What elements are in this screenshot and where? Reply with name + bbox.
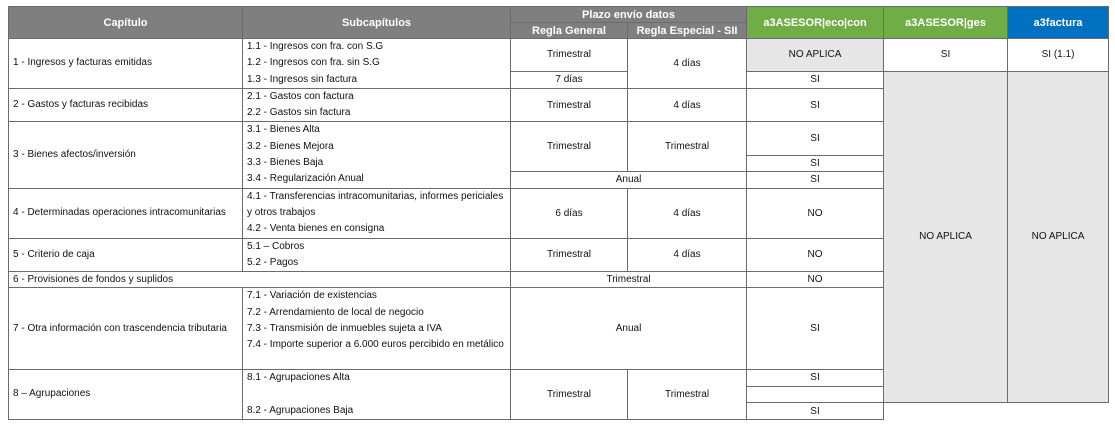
chapter-1: 1 - Ingresos y facturas emitidas [9, 39, 243, 89]
subchapter-2-1: 2.1 - Gastos con factura [247, 90, 354, 102]
subchapter-3-3: 3.3 - Bienes Baja [247, 157, 324, 169]
general-1: Trimestral [511, 39, 628, 72]
subchapter-8-2: 8.2 - Agrupaciones Baja [247, 404, 354, 416]
ges-1: SI [884, 39, 1008, 72]
header-a3factura: a3factura [1008, 7, 1109, 39]
header-regla-general: Regla General [511, 23, 628, 39]
chapter-2: 2 - Gastos y facturas recibidas [9, 88, 243, 122]
subchapters-3 [243, 122, 511, 188]
a3factura-1: SI (1.1) [1008, 39, 1109, 72]
a3factura-merged: NO APLICA [1008, 71, 1109, 403]
plazo-6: Trimestral [511, 272, 747, 288]
general-3: Trimestral [511, 122, 628, 172]
subchapters-1 [243, 39, 511, 89]
general-2: Trimestral [511, 88, 628, 122]
subchapters-7 [243, 288, 511, 369]
subchapter-4-2: 4.2 - Venta bienes en consigna [247, 223, 385, 235]
subchapter-1-1: 1.1 - Ingresos con fra. con S.G [247, 41, 384, 52]
eco-8-b: SI [747, 403, 884, 420]
subchapter-7-2: 7.2 - Arrendamiento de local de negocio [247, 306, 424, 318]
header-plazo: Plazo envío datos [511, 7, 747, 23]
eco-2: SI [747, 88, 884, 122]
chapter-5: 5 - Criterio de caja [9, 238, 243, 272]
subchapter-7-4: 7.4 - Importe superior a 6.000 euros percibido en metálico [247, 339, 504, 351]
subchapters-5 [243, 238, 511, 272]
subchapter-4-1: 4.1 - Transferencias intracomunitarias, informes periciales y otros trabajos [247, 190, 504, 218]
general-1-3: 7 días [511, 71, 628, 88]
subchapter-2-2: 2.2 - Gastos sin factura [247, 107, 351, 119]
subchapter-5-2: 5.2 - Pagos [247, 256, 299, 268]
subchapter-1-2: 1.2 - Ingresos con fra. sin S.G [247, 57, 380, 69]
header-capitulo: Capítulo [9, 7, 243, 39]
chapter-7: 7 - Otra información con trascendencia tributaria [9, 288, 243, 369]
header-eco: a3ASESOR|eco|con [747, 7, 884, 39]
especial-8: Trimestral [628, 369, 747, 419]
especial-3: Trimestral [628, 122, 747, 172]
subchapter-3-1: 3.1 - Bienes Alta [247, 124, 320, 136]
eco-3-b: SI [747, 155, 884, 172]
eco-6: NO [747, 272, 884, 288]
plazo-7: Anual [511, 288, 747, 369]
subchapter-8-1: 8.1 - Agrupaciones Alta [247, 371, 350, 383]
chapter-8: 8 – Agrupaciones [9, 369, 243, 419]
eco-8-a: SI [747, 369, 884, 386]
especial-5: 4 días [628, 238, 747, 272]
chapter-6: 6 - Provisiones de fondos y suplidos [9, 272, 511, 288]
eco-5: NO [747, 238, 884, 272]
eco-7: SI [747, 288, 884, 369]
plazo-3-anual: Anual [511, 172, 747, 189]
eco-1: NO APLICA [747, 39, 884, 72]
eco-3-a: SI [747, 122, 884, 155]
subchapters-2 [243, 88, 511, 122]
ges-merged: NO APLICA [884, 71, 1008, 403]
subchapter-7-1: 7.1 - Variación de existencias [247, 290, 377, 302]
subchapter-1-3: 1.3 - Ingresos sin factura [247, 73, 358, 85]
especial-2: 4 días [628, 88, 747, 122]
header-subcapitulos: Subcapítulos [243, 7, 511, 39]
subchapters-4 [243, 188, 511, 238]
subchapter-7-3: 7.3 - Transmisión de inmuebles sujeta a IVA [247, 323, 442, 335]
general-8: Trimestral [511, 369, 628, 419]
eco-8-blank [747, 386, 884, 403]
eco-3-c: SI [747, 172, 884, 189]
chapter-3: 3 - Bienes afectos/inversión [9, 122, 243, 188]
header-ges: a3ASESOR|ges [884, 7, 1008, 39]
especial-1: 4 días [628, 39, 747, 89]
general-5: Trimestral [511, 238, 628, 272]
subchapter-3-4: 3.4 - Regularización Anual [247, 173, 364, 185]
subchapter-5-1: 5.1 – Cobros [247, 240, 305, 252]
eco-1-3: SI [747, 71, 884, 88]
sii-table [8, 6, 1109, 420]
especial-4: 4 días [628, 188, 747, 238]
header-regla-especial: Regla Especial - SII [628, 23, 747, 39]
subchapter-3-2: 3.2 - Bienes Mejora [247, 140, 334, 152]
chapter-4: 4 - Determinadas operaciones intracomunitarias [9, 188, 243, 238]
subchapters-8 [243, 369, 511, 419]
general-4: 6 días [511, 188, 628, 238]
eco-4: NO [747, 188, 884, 238]
